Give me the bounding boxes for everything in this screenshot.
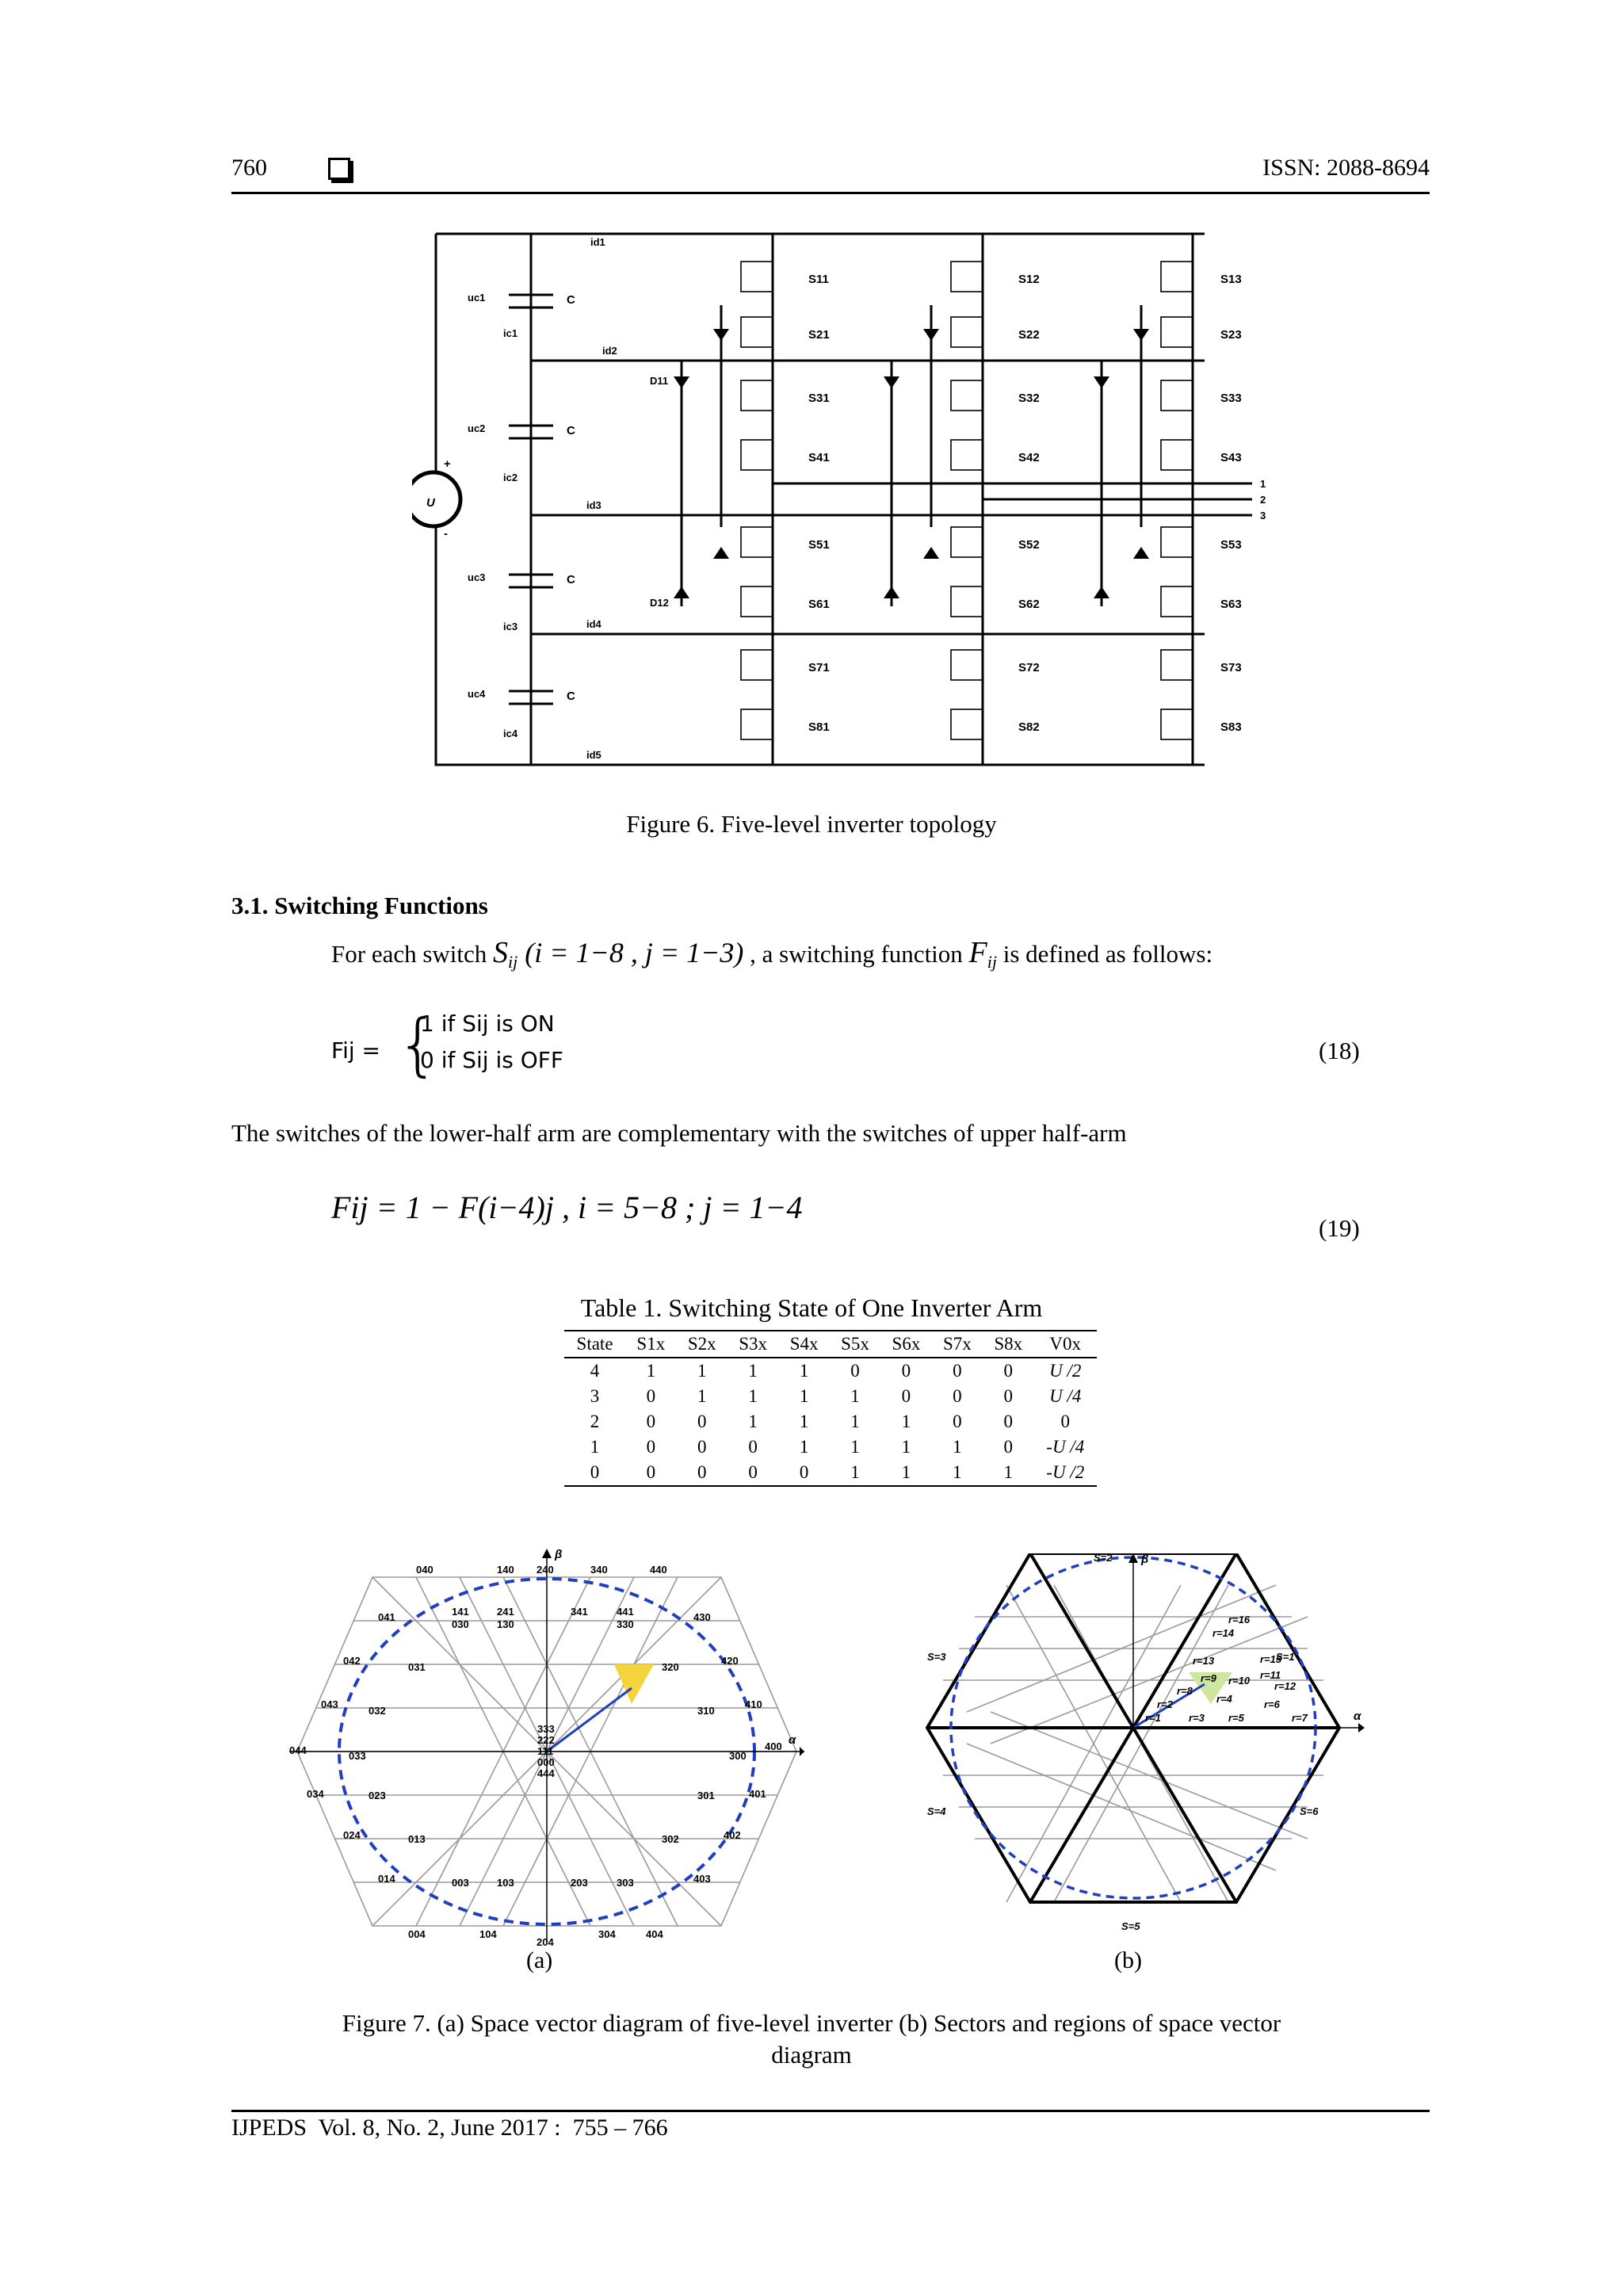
svg-text:S72: S72	[1018, 661, 1040, 674]
svg-text:S81: S81	[808, 720, 830, 734]
svg-text:402: 402	[724, 1829, 741, 1841]
svg-text:204: 204	[537, 1936, 554, 1948]
source-label: U	[426, 496, 435, 510]
svg-text:S62: S62	[1018, 598, 1040, 611]
svg-text:320: 320	[662, 1661, 679, 1673]
switch-column-1	[650, 234, 830, 765]
svg-text:S61: S61	[808, 598, 830, 611]
svg-text:041: 041	[378, 1611, 395, 1623]
svg-text:S21: S21	[808, 328, 830, 342]
svg-text:030: 030	[452, 1618, 469, 1630]
svg-text:S51: S51	[808, 538, 830, 552]
figure7-caption-line2: diagram	[771, 2041, 852, 2069]
svg-text:D11: D11	[650, 375, 669, 387]
svg-text:β: β	[555, 1548, 563, 1561]
svg-text:C: C	[567, 293, 575, 307]
svg-text:401: 401	[749, 1788, 766, 1800]
svg-text:S32: S32	[1018, 392, 1040, 405]
svg-text:003: 003	[452, 1877, 469, 1889]
svg-text:+: +	[444, 457, 451, 471]
svg-text:441: 441	[617, 1606, 634, 1618]
output-1-label: 1	[1260, 478, 1266, 490]
svg-text:S33: S33	[1220, 392, 1242, 405]
svg-text:S22: S22	[1018, 328, 1040, 342]
svg-text:403: 403	[693, 1873, 711, 1885]
svg-text:S=6: S=6	[1300, 1805, 1319, 1817]
svg-text:uc1: uc1	[468, 292, 486, 304]
svg-text:r=7: r=7	[1292, 1712, 1308, 1724]
svg-text:044: 044	[289, 1744, 307, 1756]
output-3-label: 3	[1260, 510, 1266, 521]
svg-text:444: 444	[537, 1767, 555, 1779]
svg-text:404: 404	[646, 1928, 663, 1940]
svg-text:S73: S73	[1220, 661, 1242, 674]
svg-text:410: 410	[745, 1698, 762, 1710]
svg-text:id4: id4	[586, 618, 601, 630]
svg-text:032: 032	[369, 1705, 386, 1717]
svg-text:330: 330	[617, 1618, 634, 1630]
switching-state-table	[564, 1330, 1097, 1487]
svg-text:β: β	[1141, 1553, 1149, 1566]
svg-text:310: 310	[697, 1705, 715, 1717]
svg-text:r=15: r=15	[1260, 1653, 1282, 1665]
svg-text:α: α	[789, 1733, 796, 1747]
svg-text:S43: S43	[1220, 451, 1242, 464]
svg-text:111: 111	[537, 1745, 554, 1757]
svg-text:333: 333	[537, 1723, 555, 1735]
svg-text:r=3: r=3	[1189, 1712, 1205, 1724]
svg-text:S=1: S=1	[1276, 1651, 1295, 1663]
svg-text:id2: id2	[602, 345, 617, 357]
svg-text:S=5: S=5	[1121, 1920, 1140, 1932]
svg-text:r=2: r=2	[1157, 1698, 1173, 1710]
svg-text:r=14: r=14	[1212, 1627, 1235, 1639]
svg-text:S41: S41	[808, 451, 830, 464]
svg-text:r=16: r=16	[1228, 1614, 1251, 1626]
svg-text:uc4: uc4	[468, 688, 486, 700]
figure7a-label: (a)	[526, 1947, 553, 1973]
issn-label: ISSN: 2088-8694	[1262, 155, 1430, 181]
svg-text:130: 130	[497, 1618, 514, 1630]
svg-text:303: 303	[617, 1877, 634, 1889]
figure6-caption: Figure 6. Five-level inverter topology	[626, 810, 997, 838]
svg-text:023: 023	[369, 1790, 386, 1801]
svg-text:-: -	[444, 527, 448, 541]
figure7b-label: (b)	[1114, 1947, 1142, 1973]
svg-text:004: 004	[408, 1928, 426, 1940]
svg-text:r=6: r=6	[1264, 1698, 1280, 1710]
svg-text:042: 042	[343, 1655, 361, 1667]
square-box-icon	[328, 158, 350, 180]
svg-text:uc3: uc3	[468, 571, 486, 583]
svg-text:S23: S23	[1220, 328, 1242, 342]
svg-text:000: 000	[537, 1756, 555, 1768]
svg-text:104: 104	[479, 1928, 497, 1940]
output-2-label: 2	[1260, 494, 1266, 506]
svg-text:420: 420	[721, 1655, 739, 1667]
table-row: 4 1 1 1 1 0 0 0 0 U /2	[590, 1361, 1082, 1381]
svg-text:r=8: r=8	[1177, 1685, 1193, 1697]
svg-text:031: 031	[408, 1661, 426, 1673]
table1-wrap	[564, 1330, 1097, 1487]
svg-text:S=4: S=4	[927, 1805, 946, 1817]
svg-text:id5: id5	[586, 749, 601, 761]
table1-title: Table 1. Switching State of One Inverter Arm	[580, 1293, 1043, 1322]
svg-text:ic3: ic3	[503, 621, 518, 632]
svg-text:C: C	[567, 690, 575, 703]
svg-text:r=1: r=1	[1145, 1712, 1161, 1724]
svg-text:S12: S12	[1018, 273, 1040, 286]
svg-text:240: 240	[537, 1564, 554, 1576]
svg-text:013: 013	[408, 1833, 426, 1845]
svg-text:id1: id1	[590, 236, 605, 248]
svg-text:D12: D12	[650, 597, 669, 609]
svg-text:300: 300	[729, 1750, 747, 1762]
svg-text:S71: S71	[808, 661, 830, 674]
svg-text:C: C	[567, 573, 575, 586]
figure7a-space-vector-diagram	[289, 1545, 804, 1958]
table-header-row: State S1x S2x S3x S4x S5x S6x S7x S8x V0x	[564, 1331, 1097, 1358]
svg-text:341: 341	[571, 1606, 588, 1618]
table-row: 2 0 0 1 1 1 1 0 0 0	[590, 1412, 1070, 1431]
svg-text:r=10: r=10	[1228, 1675, 1251, 1687]
svg-text:400: 400	[765, 1740, 782, 1752]
complement-text: The switches of the lower-half arm are complementary with the switches of upper half-arm	[231, 1119, 1127, 1147]
svg-text:302: 302	[662, 1833, 679, 1845]
svg-text:S42: S42	[1018, 451, 1040, 464]
figure7-caption-line1: Figure 7. (a) Space vector diagram of five-level inverter (b) Sectors and regions of space vector	[342, 2009, 1281, 2037]
dc-source-icon	[412, 472, 460, 526]
svg-text:440: 440	[650, 1564, 667, 1576]
svg-text:014: 014	[378, 1873, 395, 1885]
table-row: 3 0 1 1 1 1 0 0 0 U /4	[590, 1386, 1082, 1406]
svg-text:141: 141	[452, 1606, 469, 1618]
svg-text:S83: S83	[1220, 720, 1242, 734]
figure6-inverter-schematic	[412, 226, 1284, 785]
svg-text:S=2: S=2	[1094, 1553, 1113, 1564]
svg-text:043: 043	[321, 1698, 338, 1710]
svg-text:C: C	[567, 424, 575, 437]
header-rule	[231, 192, 1430, 194]
svg-text:α: α	[1354, 1710, 1361, 1723]
svg-text:203: 203	[571, 1877, 588, 1889]
svg-text:r=11: r=11	[1260, 1669, 1281, 1681]
svg-text:S82: S82	[1018, 720, 1040, 734]
svg-text:340: 340	[590, 1564, 608, 1576]
equation-19: Fij = 1 − F(i−4)j , i = 5−8 ; j = 1−4	[331, 1190, 803, 1225]
section-heading: 3.1. Switching Functions	[231, 892, 488, 919]
svg-text:040: 040	[416, 1564, 433, 1576]
svg-text:033: 033	[349, 1750, 366, 1762]
footer-journal: IJPEDS Vol. 8, No. 2, June 2017 : 755 – 766	[231, 2115, 668, 2141]
table-row: 1 0 0 0 1 1 1 1 0 -U /4	[590, 1437, 1085, 1457]
svg-text:301: 301	[697, 1790, 715, 1801]
svg-text:S52: S52	[1018, 538, 1040, 552]
svg-text:103: 103	[497, 1877, 514, 1889]
svg-text:430: 430	[693, 1611, 711, 1623]
page-number: 760	[231, 155, 267, 181]
equation-19-number: (19)	[1319, 1214, 1360, 1242]
svg-text:ic1: ic1	[503, 327, 518, 339]
svg-text:222: 222	[537, 1734, 555, 1746]
equation-18-number: (18)	[1319, 1037, 1360, 1064]
svg-text:r=5: r=5	[1228, 1712, 1244, 1724]
footer-rule	[231, 2110, 1430, 2112]
svg-text:r=12: r=12	[1274, 1680, 1296, 1692]
svg-text:241: 241	[497, 1606, 514, 1618]
svg-text:034: 034	[307, 1788, 324, 1800]
section-intro: For each switch $S_{ij}$ (i = 1−8 , j = 1−3) , a switching function $F_{ij}$ is defined as follows:	[331, 936, 1213, 972]
svg-text:r=13: r=13	[1193, 1655, 1215, 1667]
svg-text:r=4: r=4	[1216, 1693, 1232, 1705]
svg-text:ic4: ic4	[503, 728, 518, 739]
svg-text:S11: S11	[808, 273, 829, 286]
svg-text:304: 304	[598, 1928, 616, 1940]
svg-text:S13: S13	[1220, 273, 1242, 286]
svg-text:024: 024	[343, 1829, 361, 1841]
svg-text:r=9: r=9	[1201, 1672, 1216, 1684]
svg-text:S53: S53	[1220, 538, 1242, 552]
table-row: 0 0 0 0 0 1 1 1 1 -U /2	[564, 1460, 1097, 1486]
svg-text:ic2: ic2	[503, 472, 518, 483]
svg-text:uc2: uc2	[468, 422, 486, 434]
svg-text:id3: id3	[586, 499, 601, 511]
figure7b-sector-diagram	[896, 1553, 1371, 1934]
svg-text:S63: S63	[1220, 598, 1242, 611]
svg-text:140: 140	[497, 1564, 514, 1576]
svg-text:S31: S31	[808, 392, 830, 405]
svg-text:S=3: S=3	[927, 1651, 946, 1663]
